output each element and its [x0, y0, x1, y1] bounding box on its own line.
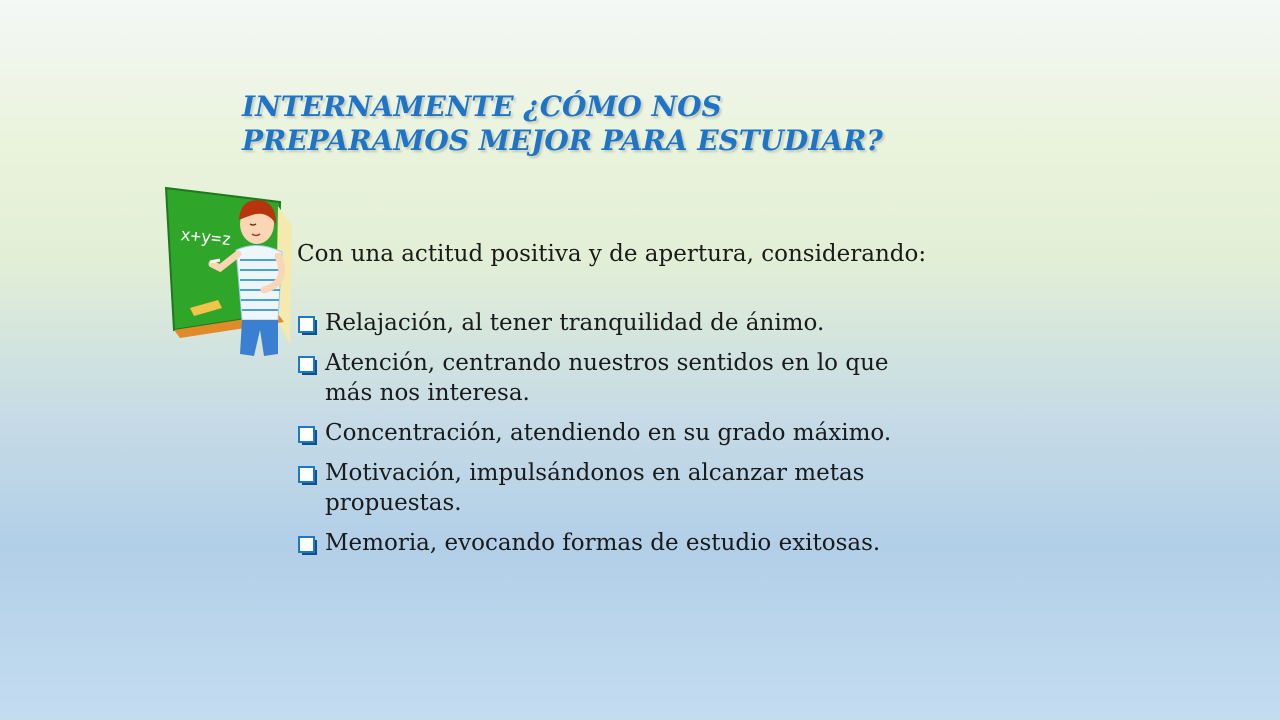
slide-title	[242, 90, 1142, 158]
list-item-text	[325, 418, 891, 448]
intro-text: Con una actitud positiva y de apertura, considerando:	[297, 241, 927, 267]
list-item	[298, 348, 1038, 408]
bullet-list	[298, 308, 1038, 568]
list-item-text	[325, 528, 880, 558]
checkbox-square-icon	[298, 424, 318, 444]
list-item-line: Concentración, atendiendo en su grado máximo.	[325, 420, 892, 446]
list-item-line: propuestas.	[325, 490, 462, 516]
slide-title-line-2: PREPARAMOS MEJOR PARA ESTUDIAR?	[242, 124, 883, 157]
list-item-text	[325, 458, 864, 518]
list-item-text	[325, 348, 889, 408]
student-at-chalkboard-icon	[160, 184, 300, 364]
list-item-line: Memoria, evocando formas de estudio exitosas.	[325, 530, 881, 556]
list-item-text	[325, 308, 824, 338]
list-item	[298, 528, 1038, 558]
slide-title-line-1: INTERNAMENTE ¿CÓMO NOS	[242, 90, 722, 123]
checkbox-square-icon	[298, 314, 318, 334]
checkbox-square-icon	[298, 354, 318, 374]
list-item	[298, 458, 1038, 518]
chalkboard-equation: x+y=z	[179, 225, 233, 251]
checkbox-square-icon	[298, 464, 318, 484]
checkbox-square-icon	[298, 534, 318, 554]
list-item	[298, 418, 1038, 448]
list-item-line: más nos interesa.	[325, 380, 530, 406]
list-item	[298, 308, 1038, 338]
list-item-line: Motivación, impulsándonos en alcanzar metas	[325, 460, 865, 486]
list-item-line: Atención, centrando nuestros sentidos en lo que	[325, 350, 889, 376]
list-item-line: Relajación, al tener tranquilidad de ánimo.	[325, 310, 825, 336]
